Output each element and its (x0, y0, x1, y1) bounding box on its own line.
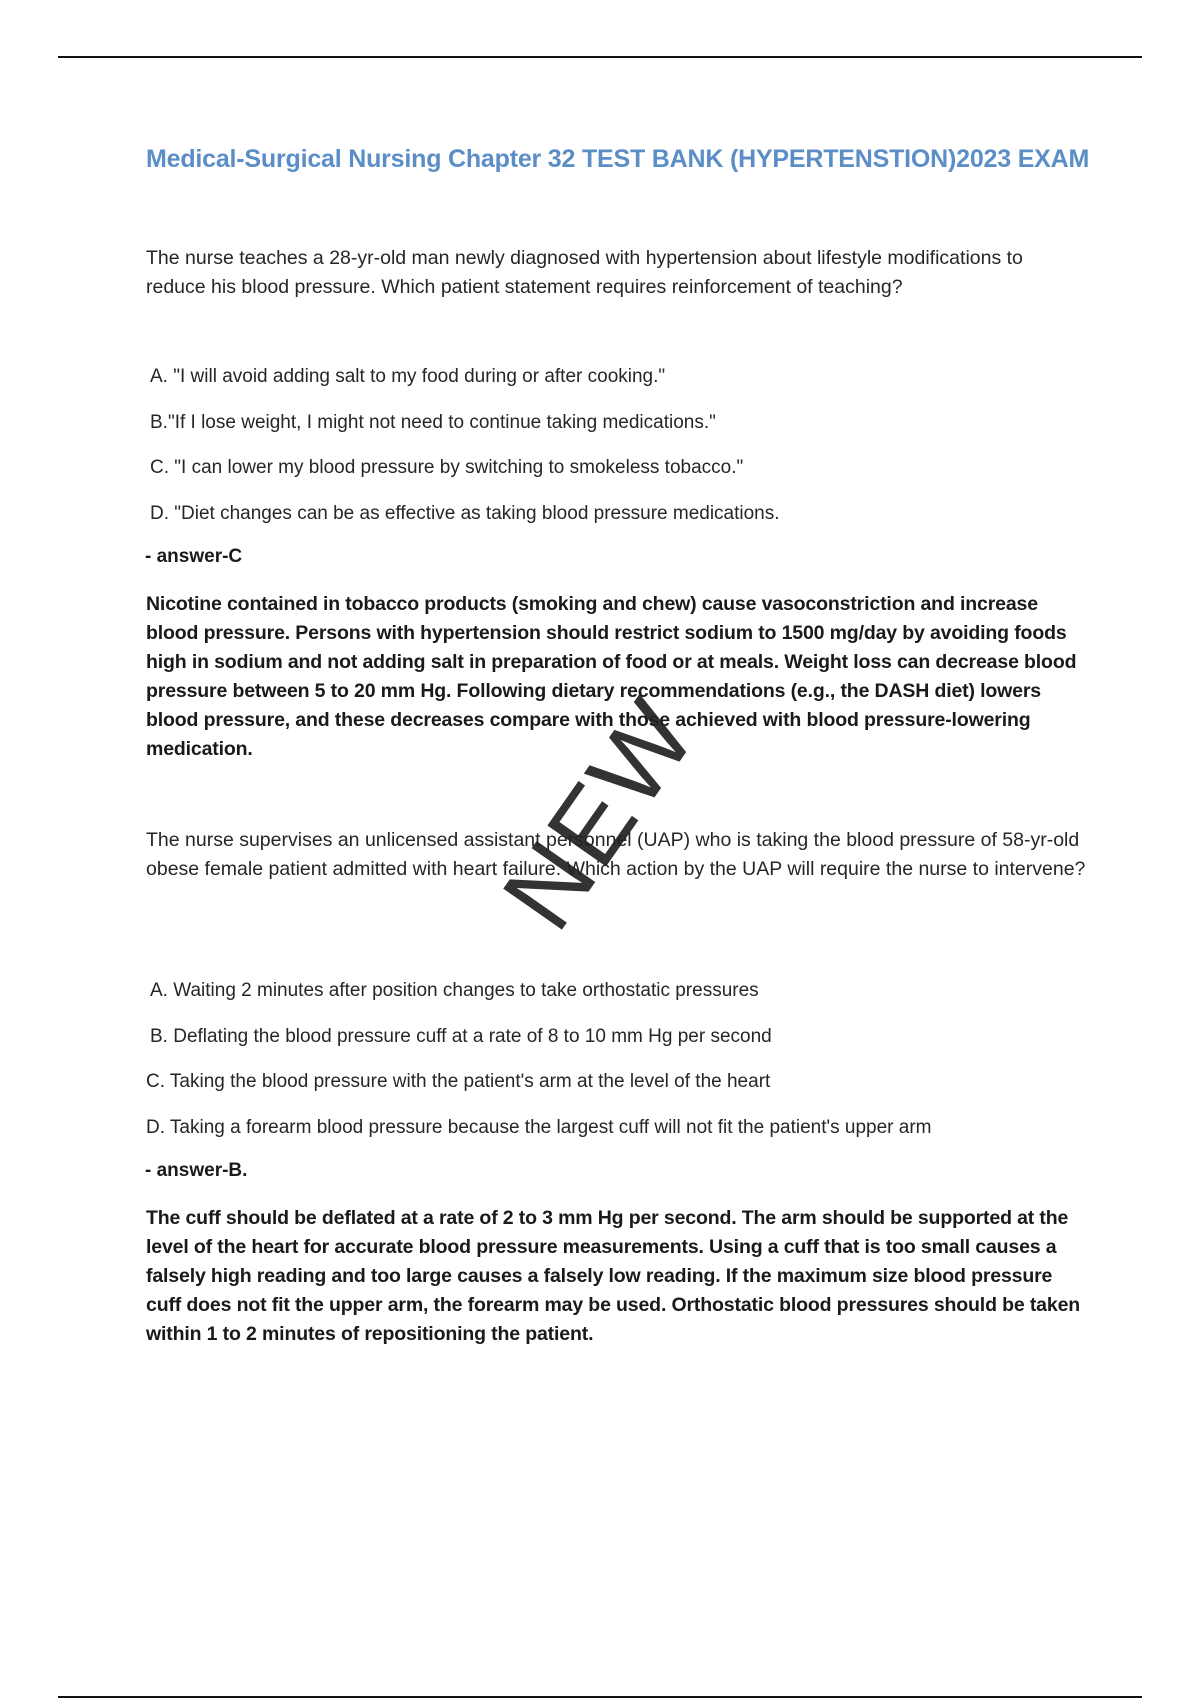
question-2-answer: - answer-B. (145, 1160, 248, 1181)
question-1-option-c: C. "I can lower my blood pressure by switching to smokeless tobacco." (150, 457, 744, 478)
document-title: Medical-Surgical Nursing Chapter 32 TEST BANK (HYPERTENSTION)2023 EXAM (146, 145, 1090, 173)
question-2-option-b: B. Deflating the blood pressure cuff at a rate of 8 to 10 mm Hg per second (150, 1026, 772, 1047)
question-2-option-d: D. Taking a forearm blood pressure because the largest cuff will not fit the patient's upper arm (146, 1117, 932, 1138)
question-1-stem: The nurse teaches a 28-yr-old man newly diagnosed with hypertension about lifestyle modifications to reduce his blood pressure. Which patient statement requires reinforcement of teaching? (146, 247, 1023, 298)
question-1-rationale: Nicotine contained in tobacco products (smoking and chew) cause vasoconstriction and increase blood pressure. Persons with hypertension should restrict sodium to 1500 mg/day by avoiding foods high in sodium and not adding salt in preparation of food or at meals. Weight loss can decrease blood pressure between 5 to 20 mm Hg. Following dietary recommendations (e.g., the DASH diet) lowers blood pressure, and these decreases compare with those achieved with blood pressure-lowering medication. (146, 593, 1077, 760)
question-1-option-a: A. "I will avoid adding salt to my food during or after cooking." (150, 366, 666, 387)
question-2-stem: The nurse supervises an unlicensed assistant personnel (UAP) who is taking the blood pressure of 58-yr-old obese female patient admitted with heart failure. Which action by the UAP will require the nurse to intervene? (146, 829, 1086, 880)
page-top-rule (58, 56, 1142, 58)
question-2-option-c: C. Taking the blood pressure with the patient's arm at the level of the heart (146, 1071, 771, 1092)
question-2-rationale: The cuff should be deflated at a rate of 2 to 3 mm Hg per second. The arm should be supported at the level of the heart for accurate blood pressure measurements. Using a cuff that is too small causes a falsely high reading and too large causes a falsely low reading. If the maximum size blood pressure cuff does not fit the upper arm, the forearm may be used. Orthostatic blood pressures should be taken within 1 to 2 minutes of repositioning the patient. (146, 1207, 1081, 1345)
page-bottom-rule (58, 1696, 1142, 1698)
new-watermark: NEW (480, 679, 719, 950)
question-1-answer: - answer-C (145, 546, 243, 567)
question-1-option-d: D. "Diet changes can be as effective as taking blood pressure medications. (150, 503, 780, 524)
question-1-option-b: B."If I lose weight, I might not need to continue taking medications." (150, 412, 716, 433)
question-2-option-a: A. Waiting 2 minutes after position changes to take orthostatic pressures (150, 980, 759, 1001)
